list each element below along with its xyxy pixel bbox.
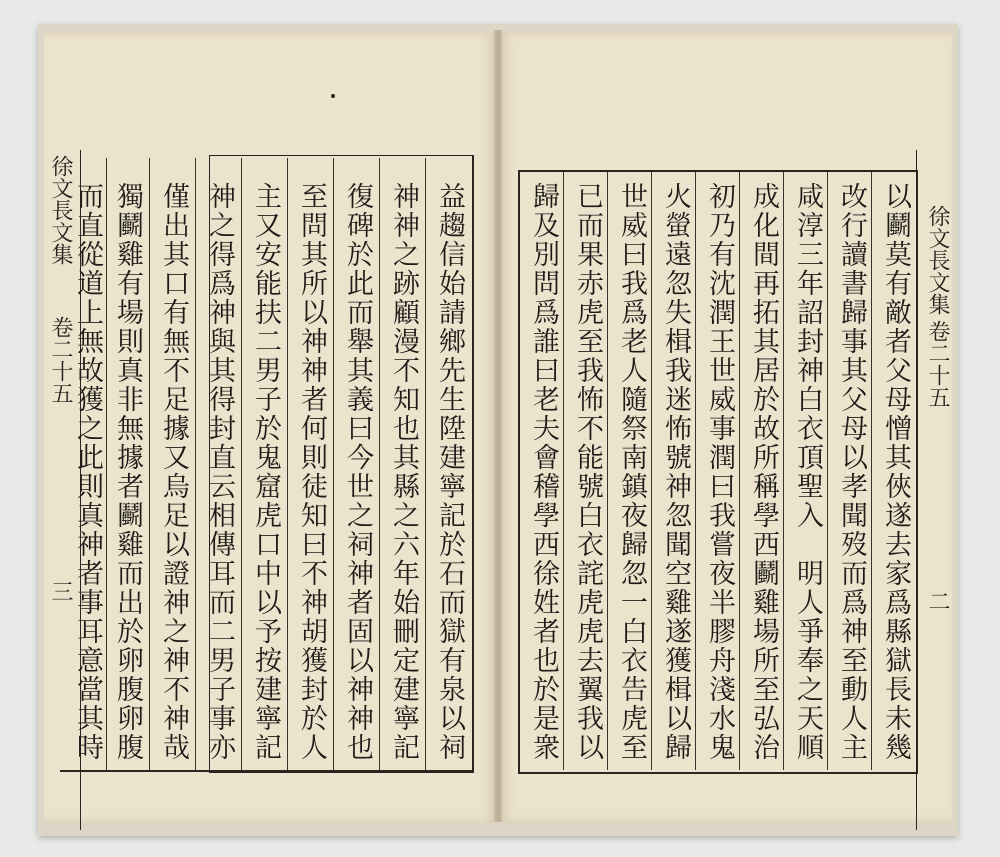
column-rule [607, 172, 608, 770]
right-margin-title: 徐文長文集 [925, 205, 950, 315]
text-column: 神神之跡顧漫不知也其縣之六年始刪定建寧記 [388, 182, 419, 762]
text-column: 世威曰我爲老人隨祭南鎮夜歸忽一白衣告虎至 [616, 182, 647, 762]
bottom-rule [60, 770, 472, 772]
column-rule [287, 158, 288, 770]
column-rule [241, 158, 242, 770]
column-rule [106, 158, 107, 770]
left-margin-page: 三 [48, 580, 73, 602]
column-rule [149, 158, 150, 770]
column-rule [379, 158, 380, 770]
text-column: 益趨信始請鄉先生陞建寧記於石而獄有泉以祠 [434, 182, 465, 762]
column-rule [651, 172, 652, 770]
column-rule [871, 172, 872, 770]
text-column: 復碑於此而舉其義曰今世之祠神者固以神神也 [342, 182, 373, 762]
text-column: 改行讀書歸事其父母以孝聞歿而爲神至動人主 [836, 182, 867, 762]
text-column: 神之得爲神與其得封直云相傳耳而二男子事亦 [204, 182, 235, 762]
text-column: 主又安能扶二男子於鬼窟虎口中以予按建寧記 [250, 182, 281, 762]
text-column: 咸淳三年詔封神白衣頂聖入 明人爭奉之天順 [792, 182, 823, 762]
left-margin-volume: 卷二十五 [48, 316, 73, 404]
column-rule [425, 158, 426, 770]
column-rule [195, 158, 196, 770]
text-column: 成化間再拓其居於故所稱學西鬬雞場所至弘治 [748, 182, 779, 762]
ink-dot [331, 94, 335, 98]
text-column: 而直從道上無故獲之此則真神者事耳意當其時 [72, 182, 103, 762]
book-gutter [494, 30, 502, 822]
column-rule [827, 172, 828, 770]
text-column: 以鬬莫有敵者父母憎其俠遂去家爲縣獄長未幾 [880, 182, 911, 762]
text-column: 至問其所以神神者何則徒知曰不神胡獲封於人 [296, 182, 327, 762]
text-column: 火螢遠忽失楫我迷怖號神忽聞空雞遂獲楫以歸 [660, 182, 691, 762]
left-margin-title: 徐文長文集 [48, 155, 73, 265]
text-column: 歸及別問爲誰曰老夫會稽學西徐姓者也於是衆 [528, 182, 559, 762]
column-rule [695, 172, 696, 770]
text-column: 已而果赤虎至我怖不能號白衣詫虎虎去翼我以 [572, 182, 603, 762]
text-column: 僅出其口有無不足據又烏足以證神之神不神哉 [158, 182, 189, 762]
column-rule [563, 172, 564, 770]
column-rule [739, 172, 740, 770]
margin-line [916, 150, 917, 830]
text-column: 初乃有沈潤王世威事潤曰我嘗夜半膠舟淺水鬼 [704, 182, 735, 762]
column-rule [333, 158, 334, 770]
text-column: 獨鬬雞有場則真非無據者鬬雞而出於卵腹卵腹 [112, 182, 143, 762]
right-margin-volume: 卷二十五 [925, 320, 950, 408]
right-margin-page: 二 [925, 590, 950, 612]
column-rule [783, 172, 784, 770]
